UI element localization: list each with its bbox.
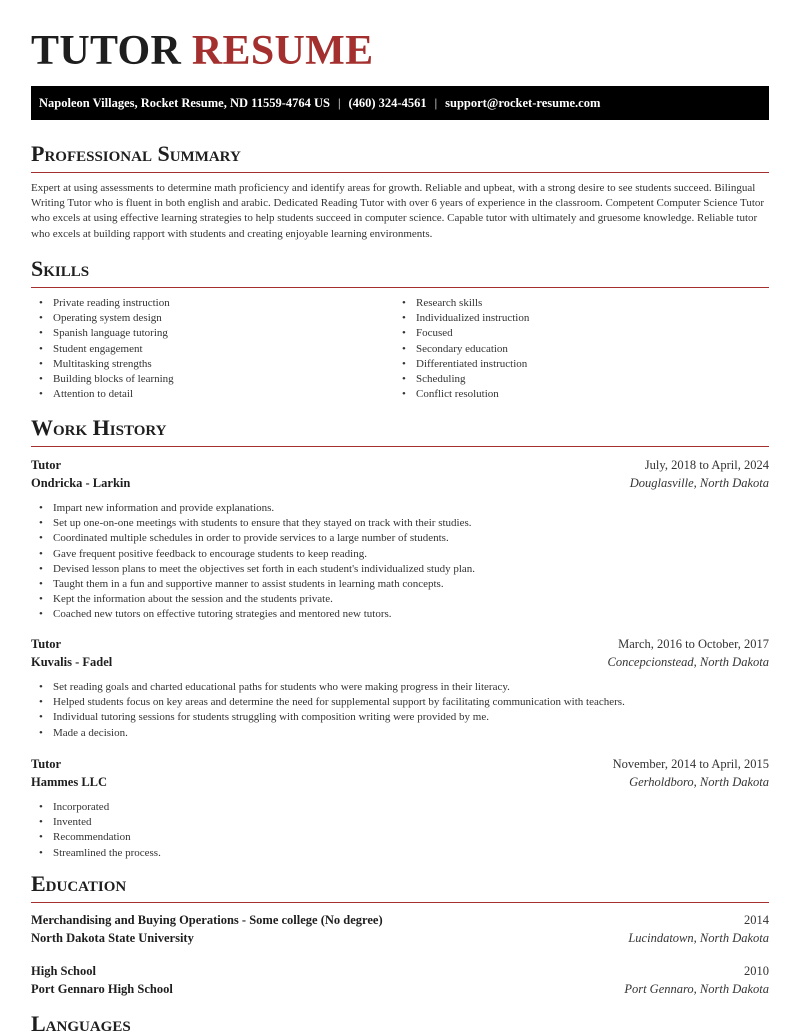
education-entry xyxy=(31,962,769,998)
job-entry xyxy=(31,755,769,861)
skill-item: • Differentiated instruction xyxy=(394,357,754,372)
summary-heading: Professional Summary xyxy=(31,140,769,173)
job-bullet: • Taught them in a fun and supportive manner to assist students in learning math concepts. xyxy=(31,577,769,592)
contact-separator: | xyxy=(337,96,341,110)
job-dates: March, 2016 to October, 2017 xyxy=(618,637,769,651)
job-company: Kuvalis - Fadel xyxy=(31,655,113,669)
job-bullet: • Individual tutoring sessions for students struggling with composition writing were provided by me. xyxy=(31,710,769,725)
job-bullet: • Devised lesson plans to meet the objectives set forth in each student's individualized study plan. xyxy=(31,562,769,577)
education-degree: Merchandising and Buying Operations - Some college (No degree) xyxy=(31,913,383,927)
skill-item: • Multitasking strengths xyxy=(31,357,391,372)
summary-text: Expert at using assessments to determine math proficiency and identify areas for growth. Reliable and upbeat, with a strong desire to see students succeed. Bilingual Writing Tutor who is fluent in both english and arabic. Dedicated Reading Tutor with over 6 years of experience in the classroom. Competent Computer Science Tutor who excels at using effective learning strategies to help students succeed in computer science. Capable tutor with ultimately and gruesome knowledge. Reliable tutor who excels at building rapport with students and creating enjoyable learning environments. xyxy=(31,182,765,240)
job-dates: July, 2018 to April, 2024 xyxy=(644,458,769,472)
job-bullet: • Invented xyxy=(31,815,769,830)
skills-right-column xyxy=(394,296,754,402)
education-entry xyxy=(31,911,769,947)
job-company: Ondricka - Larkin xyxy=(31,476,131,490)
skill-item: • Attention to detail xyxy=(31,387,391,402)
job-dates: November, 2014 to April, 2015 xyxy=(612,757,769,771)
education-school: Port Gennaro High School xyxy=(31,982,173,996)
job-bullet: • Gave frequent positive feedback to encourage students to keep reading. xyxy=(31,547,769,562)
skill-item: • Student engagement xyxy=(31,342,391,357)
skill-item: • Individualized instruction xyxy=(394,311,754,326)
skill-item: • Building blocks of learning xyxy=(31,372,391,387)
job-title: Tutor xyxy=(31,637,62,651)
job-title: Tutor xyxy=(31,757,62,771)
job-bullet: • Helped students focus on key areas and determine the need for supplemental support by facilitating communication with teachers. xyxy=(31,695,769,710)
job-location: Douglasville, North Dakota xyxy=(629,476,769,490)
job-location: Concepcionstead, North Dakota xyxy=(607,655,769,669)
contact-phone: (460) 324-4561 xyxy=(348,96,427,110)
resume-title xyxy=(31,27,373,75)
skill-item: • Secondary education xyxy=(394,342,754,357)
skill-item: • Private reading instruction xyxy=(31,296,391,311)
job-bullet: • Incorporated xyxy=(31,800,769,815)
job-bullet: • Set up one-on-one meetings with students to ensure that they stayed on track with their studies. xyxy=(31,516,769,531)
education-location: Port Gennaro, North Dakota xyxy=(624,982,769,996)
skill-item: • Spanish language tutoring xyxy=(31,326,391,341)
job-bullet: • Impart new information and provide explanations. xyxy=(31,501,769,516)
job-bullet: • Recommendation xyxy=(31,830,769,845)
skill-item: • Scheduling xyxy=(394,372,754,387)
skill-item: • Operating system design xyxy=(31,311,391,326)
skill-item: • Focused xyxy=(394,326,754,341)
education-school: North Dakota State University xyxy=(31,931,194,945)
job-entry xyxy=(31,456,769,623)
contact-email[interactable]: support@rocket-resume.com xyxy=(445,96,601,110)
job-bullet: • Coordinated multiple schedules in order to provide services to a large number of students. xyxy=(31,531,769,546)
skills-left-column xyxy=(31,296,391,402)
job-location: Gerholdboro, North Dakota xyxy=(629,775,769,789)
education-heading: Education xyxy=(31,870,769,903)
education-location: Lucindatown, North Dakota xyxy=(628,931,769,945)
title-first-word: TUTOR xyxy=(31,28,182,74)
contact-separator: | xyxy=(434,96,438,110)
skill-item: • Conflict resolution xyxy=(394,387,754,402)
education-year: 2014 xyxy=(744,913,769,927)
work-history-heading: Work History xyxy=(31,414,769,447)
contact-bar xyxy=(31,86,769,120)
skills-heading: Skills xyxy=(31,255,769,288)
contact-address: Napoleon Villages, Rocket Resume, ND 11559-4764 US xyxy=(39,96,330,110)
job-company: Hammes LLC xyxy=(31,775,108,789)
education-degree: High School xyxy=(31,964,96,978)
job-title: Tutor xyxy=(31,458,62,472)
skill-item: • Research skills xyxy=(394,296,754,311)
job-bullet: • Streamlined the process. xyxy=(31,846,769,861)
job-bullet: • Set reading goals and charted educational paths for students who were making progress in their literacy. xyxy=(31,680,769,695)
job-bullet: • Made a decision. xyxy=(31,726,769,741)
job-bullet: • Coached new tutors on effective tutoring strategies and mentored new tutors. xyxy=(31,607,769,622)
title-second-word: RESUME xyxy=(191,28,374,74)
job-entry xyxy=(31,635,769,741)
job-bullet: • Kept the information about the session and the students private. xyxy=(31,592,769,607)
languages-heading: Languages xyxy=(31,1011,131,1035)
education-year: 2010 xyxy=(744,964,769,978)
